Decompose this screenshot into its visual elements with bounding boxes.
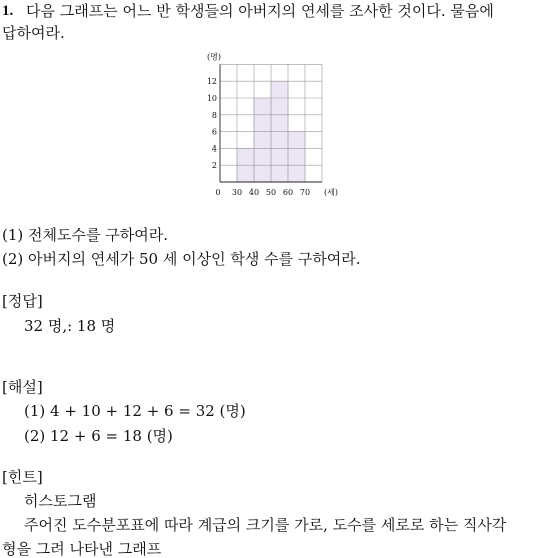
x-tick-label: 30 [231,188,243,197]
hint-title: 히스토그램 [24,492,97,510]
y-tick-label: 10 [206,94,217,103]
y-tick-label: 4 [211,144,217,154]
question-line-1: 다음 그래프는 어느 반 학생들의 아버지의 연세를 조사한 것이다. 물음에 [26,2,494,20]
x-tick-label: 0 [215,188,221,197]
x-tick-label: 60 [282,188,294,197]
x-axis-label: (세) [324,188,338,197]
question-line-2: 답하여라. [2,24,65,42]
histogram-bar [288,132,305,182]
explanation-label: [해설] [2,378,43,396]
x-tick-label: 40 [248,188,260,197]
sub-question-1: (1) 전체도수를 구하여라. [2,226,168,244]
hint-label: [힌트] [2,468,43,486]
x-tick-label: 70 [299,188,311,197]
hint-line-1: 주어진 도수분포표에 따라 계급의 크기를 가로, 도수를 세로로 하는 직사각 [24,516,507,534]
x-tick-label: 50 [265,188,277,197]
answer-label: [정답] [2,292,43,310]
y-tick-label: 8 [211,110,217,120]
y-tick-label: 2 [211,161,217,171]
question-number: 1. [2,3,14,19]
hint-line-2: 형을 그려 나타낸 그래프 [2,540,162,558]
histogram-chart [196,52,336,202]
y-axis-label: (명) [207,52,221,62]
sub-question-2: (2) 아버지의 연세가 50 세 이상인 학생 수를 구하여라. [2,250,361,268]
y-tick-label: 12 [206,77,217,87]
explanation-line-1: (1) 4 + 10 + 12 + 6 = 32 (명) [24,402,246,420]
answer-text: 32 명,: 18 명 [24,317,116,335]
y-tick-label: 6 [211,127,217,137]
histogram-bar [254,98,271,182]
explanation-line-2: (2) 12 + 6 = 18 (명) [24,427,173,445]
